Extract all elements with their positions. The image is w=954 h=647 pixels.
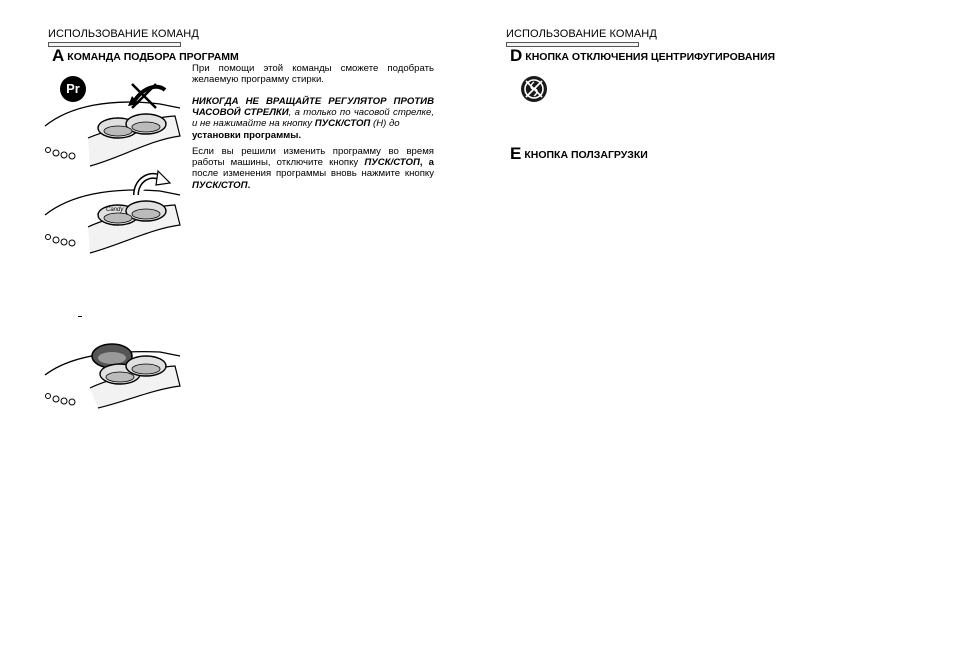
dash-mark — [78, 316, 82, 317]
knob-illustration-no-ccw — [40, 78, 185, 168]
no-spin-icon — [520, 75, 548, 103]
left-page-header: ИСПОЛЬЗОВАНИЕ КОМАНД — [48, 28, 199, 40]
pr-badge-icon: Pr — [60, 76, 86, 102]
start-stop-label: ПУСК/СТОП — [314, 118, 371, 130]
section-e-title-text: КНОПКА ПОЛЗАГРУЗКИ — [524, 149, 648, 161]
section-d-title — [510, 46, 775, 66]
section-a-title-text: КОМАНДА ПОДБОРА ПРОГРАММ — [67, 51, 239, 63]
right-page-header: ИСПОЛЬЗОВАНИЕ КОМАНД — [506, 28, 657, 40]
section-a-para1: При помощи этой команды сможете подобрать желаемую программу стирки. — [192, 63, 434, 86]
knob-illustration-cw — [40, 165, 185, 255]
section-d-letter: D — [510, 46, 523, 65]
section-a-para2: НИКОГДА НЕ ВРАЩАЙТЕ РЕГУЛЯТОР ПРОТИВ ЧАСОВОЙ СТРЕЛКИ, а только по часовой стрелке, и не нажимайте на кнопку ПУСК/СТОП (Н) до установки программы. — [192, 96, 435, 141]
section-a-para3: Если вы решили изменить программу во время работы машины, отключите кнопку ПУСК/СТОП, а после изменения программы вновь нажмите кнопку ПУСК/СТОП. — [192, 146, 434, 191]
section-e-title — [510, 144, 648, 164]
knob-brand-label: Candy — [106, 207, 124, 213]
section-d-title-text: КНОПКА ОТКЛЮЧЕНИЯ ЦЕНТРИФУГИРОВАНИЯ — [525, 51, 776, 63]
section-a-letter: A — [52, 46, 65, 65]
knob-illustration-highlight — [40, 330, 185, 410]
warning-ccw-text: НИКОГДА НЕ ВРАЩАЙТЕ РЕГУЛЯТОР ПРОТИВ ЧАСОВОЙ СТРЕЛКИ — [192, 96, 434, 119]
section-e-letter: E — [510, 144, 522, 163]
